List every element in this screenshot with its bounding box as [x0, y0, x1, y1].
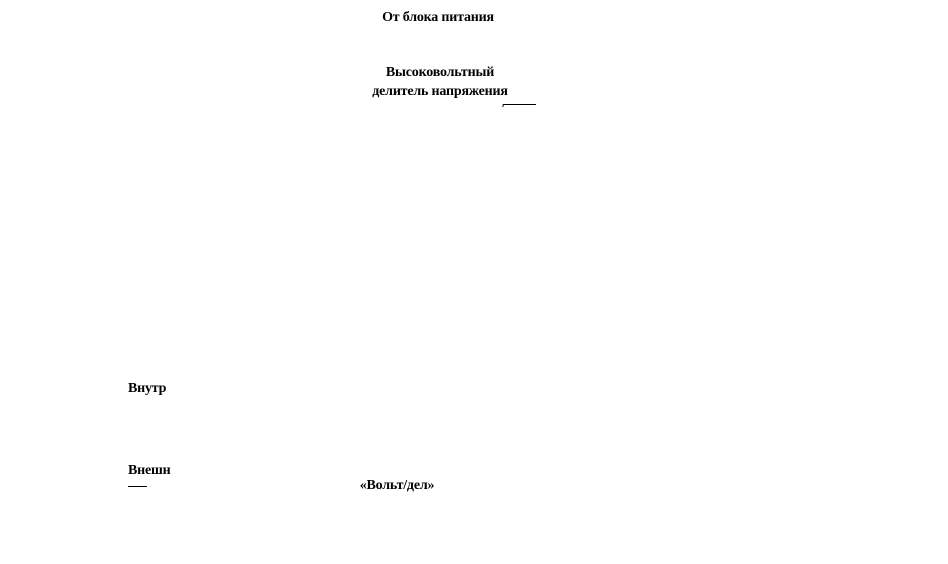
inner-label: Внутр — [128, 381, 167, 396]
hv-divider-label-line1: Высоковольтный — [385, 65, 495, 80]
hv-divider-label-line2: делитель напряжения — [372, 84, 508, 99]
power-source-label: От блока питания — [382, 10, 494, 25]
volt-div-label: «Вольт/дел» — [359, 478, 435, 493]
outer-label: Внешн — [128, 463, 171, 478]
